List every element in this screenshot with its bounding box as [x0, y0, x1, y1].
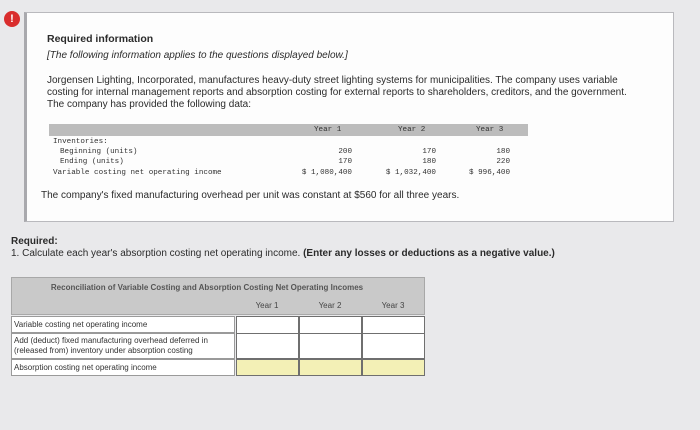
data-year3-header: Year 3	[476, 126, 504, 134]
vc-noi-year2: $ 1,032,400	[385, 169, 436, 177]
beginning-year3: 180	[496, 148, 510, 156]
ending-units-label: Ending (units)	[60, 158, 124, 166]
required-label: Required:	[11, 236, 58, 247]
ending-year1: 170	[338, 158, 352, 166]
recon-row-ac-noi-label: Absorption costing net operating income	[11, 359, 235, 376]
input-ac-noi-year3[interactable]	[362, 359, 425, 376]
info-title: Required information	[47, 33, 154, 45]
required-instruction-text: 1. Calculate each year's absorption costing net operating income.	[11, 248, 304, 259]
input-adjustment-year2[interactable]	[299, 333, 362, 359]
recon-year2-header: Year 2	[318, 301, 342, 310]
vc-noi-year3: $ 996,400	[468, 169, 510, 177]
recon-row-vc-noi-label: Variable costing net operating income	[11, 316, 235, 333]
data-year1-header: Year 1	[314, 126, 342, 134]
data-year2-header: Year 2	[398, 126, 426, 134]
input-adjustment-year3[interactable]	[362, 333, 425, 359]
recon-row-adjustment-label: Add (deduct) fixed manufacturing overhead deferred in (released from) inventory under absorption costing	[11, 333, 235, 359]
required-instruction-note: (Enter any losses or deductions as a negative value.)	[303, 248, 555, 259]
ending-year2: 180	[422, 158, 436, 166]
ending-year3: 220	[496, 158, 510, 166]
vc-noi-label: Variable costing net operating income	[53, 169, 222, 177]
vc-noi-year1: $ 1,080,400	[301, 169, 352, 177]
fixed-overhead-note: The company's fixed manufacturing overhead per unit was constant at $560 for all three years.	[41, 190, 460, 201]
recon-year3-header: Year 3	[381, 301, 405, 310]
beginning-year2: 170	[422, 148, 436, 156]
beginning-units-label: Beginning (units)	[60, 148, 138, 156]
input-ac-noi-year2[interactable]	[299, 359, 362, 376]
input-vc-noi-year3[interactable]	[362, 316, 425, 334]
recon-year1-header: Year 1	[255, 301, 279, 310]
required-instruction	[11, 248, 555, 259]
info-subtitle: [The following information applies to the questions displayed below.]	[47, 50, 348, 61]
info-paragraph: Jorgensen Lighting, Incorporated, manufactures heavy-duty street lighting systems for municipalities. The company uses variable costing for internal management reports and absorption costing for external reports to shareholders, creditors, and the government. The company has provided the following data:	[47, 75, 627, 110]
data-table-header	[49, 124, 528, 136]
input-vc-noi-year2[interactable]	[299, 316, 362, 334]
exclamation-icon: !	[4, 11, 20, 27]
input-ac-noi-year1[interactable]	[236, 359, 299, 376]
input-vc-noi-year1[interactable]	[236, 316, 299, 334]
inventories-label: Inventories:	[53, 138, 108, 146]
beginning-year1: 200	[338, 148, 352, 156]
input-adjustment-year1[interactable]	[236, 333, 299, 359]
recon-table-title: Reconciliation of Variable Costing and Absorption Costing Net Operating Incomes	[50, 283, 364, 292]
